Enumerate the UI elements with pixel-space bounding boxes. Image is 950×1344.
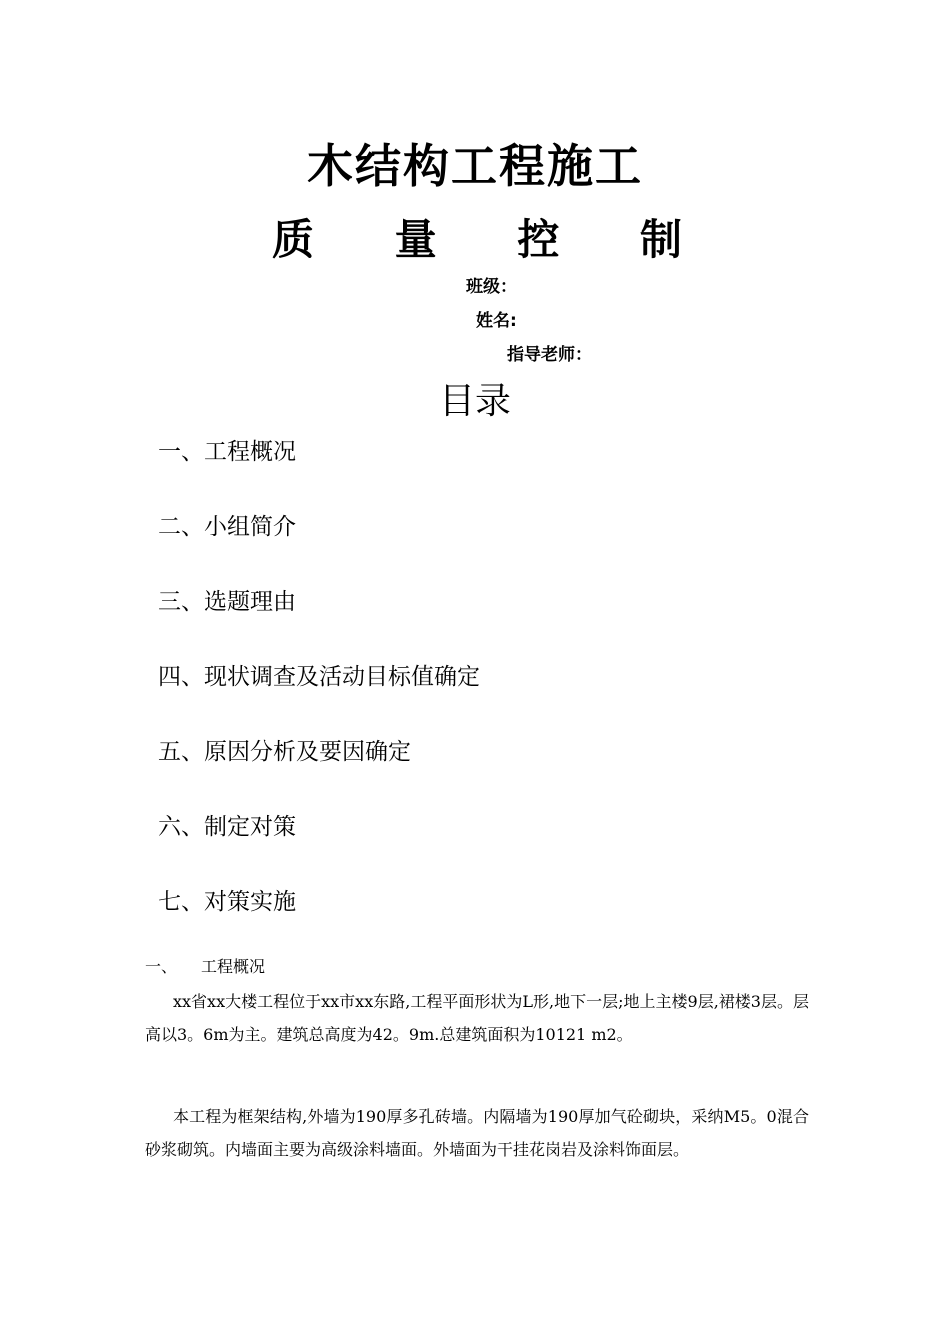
body-paragraph: xx省xx大楼工程位于xx市xx东路,工程平面形状为L形,地下一层;地上主楼9层,裙楼3层。层高以3。6m为主。建筑总高度为42。9m.总建筑面积为10121 m2。 [145,992,809,1044]
name-label: 姓名: [476,311,517,331]
table-of-contents [158,435,480,960]
section-heading [145,956,265,978]
toc-title: 目录 [438,381,511,422]
cover-subtitle [272,212,682,268]
toc-item: 六、制定对策 [158,814,296,840]
toc-item: 五、原因分析及要因确定 [158,739,411,765]
body-paragraph: 本工程为框架结构,外墙为190厚多孔砖墙。内隔墙为190厚加气砼砌块，采纳M5。0混合砂浆砌筑。内墙面主要为高级涂料墙面。外墙面为干挂花岗岩及涂料饰面层。 [145,1107,809,1159]
toc-item: 三、选题理由 [158,589,296,615]
class-label: 班级： [466,277,517,297]
cover-subtitle-char: 量 [394,215,437,264]
section-title: 工程概况 [201,957,266,976]
teacher-label: 指导老师： [507,345,592,365]
cover-subtitle-char: 制 [639,215,682,264]
section-number: 一、 [145,957,178,976]
cover-subtitle-char: 控 [517,215,560,264]
cover-subtitle-char: 质 [272,215,315,264]
toc-item: 二、小组简介 [158,514,296,540]
toc-item: 七、对策实施 [158,889,296,915]
cover-title: 木结构工程施工 [307,139,643,193]
toc-item: 一、工程概况 [158,439,296,465]
toc-item: 四、现状调查及活动目标值确定 [158,664,480,690]
